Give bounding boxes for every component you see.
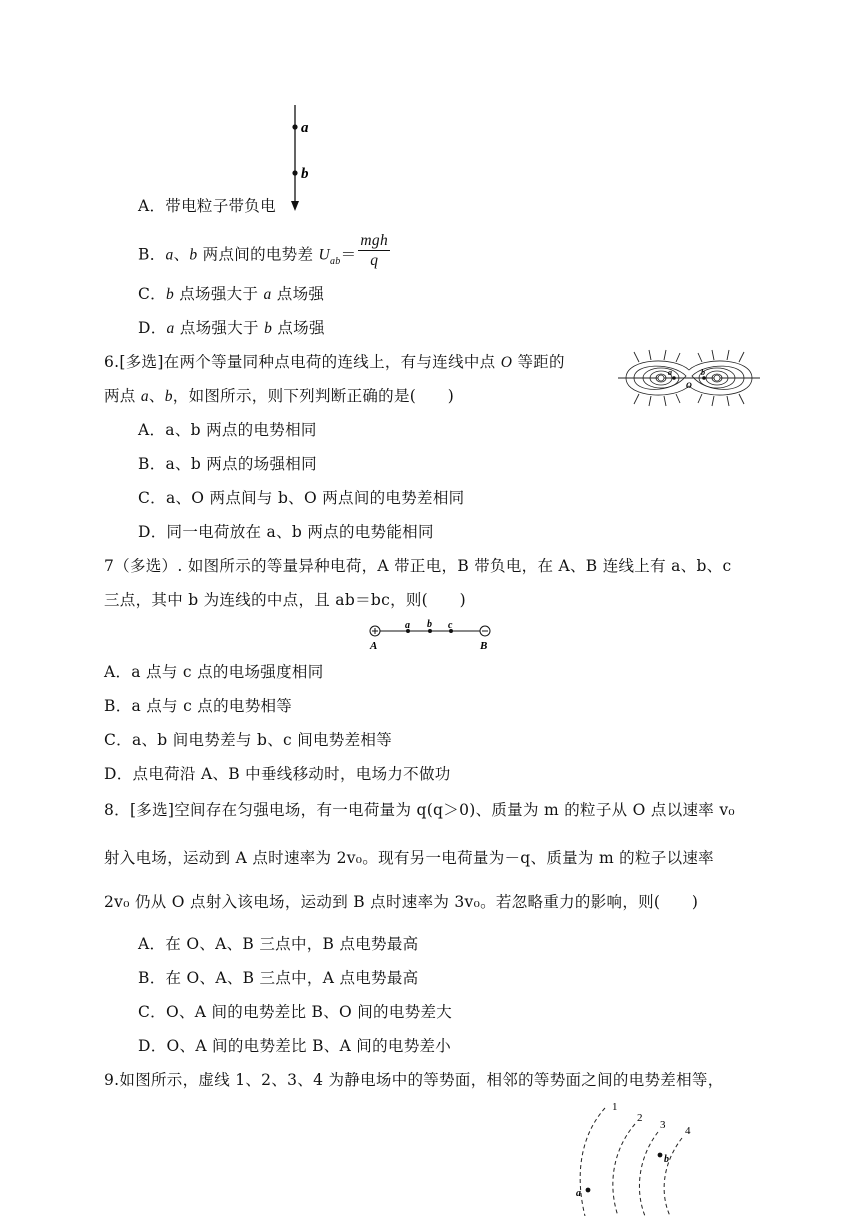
q5-b-denominator: q: [370, 252, 379, 269]
q5-b-sub: ab: [330, 255, 341, 267]
q6-line2-a: a: [140, 388, 149, 405]
q5-b-a: a: [165, 246, 174, 264]
q6-line2-b: b: [164, 388, 173, 405]
q5-c-text: 点场强大于: [174, 285, 264, 303]
q6-option-a: A．a、b 两点的电势相同: [138, 421, 317, 439]
q9-stem-line1: 9.如图所示，虚线 1、2、3、4 为静电场中的等势面，相邻的等势面之间的电势差相等，: [104, 1071, 724, 1089]
q9-figure: [560, 1096, 720, 1216]
q8-option-a: A．在 O、A、B 三点中，B 点电势最高: [138, 935, 419, 953]
q5-b-sep: 、: [173, 245, 190, 264]
q6-line1-o: O: [500, 354, 513, 371]
q9-label-3: 3: [660, 1119, 666, 1131]
q7-option-b: B．a 点与 c 点的电势相等: [104, 697, 293, 715]
q7-fig-c: c: [448, 620, 453, 631]
label-b: b: [301, 166, 309, 182]
q7-stem-line2: 三点，其中 b 为连线的中点，且 ab＝bc，则( ): [104, 591, 466, 609]
q5-c-end: 点场强: [271, 285, 325, 303]
q8-option-b: B．在 O、A、B 三点中，A 点电势最高: [138, 969, 419, 987]
q5-d-text: 点场强大于: [174, 319, 265, 337]
q6-fig-label-b: b: [701, 368, 705, 377]
q6-option-d: D．同一电荷放在 a、b 两点的电势能相同: [138, 523, 434, 541]
q5-option-d: [138, 318, 325, 339]
q5-b-prefix: B．: [138, 245, 166, 264]
q6-line2-pre: 两点: [104, 387, 141, 405]
label-a: a: [301, 120, 309, 136]
q5-c-a: a: [263, 286, 272, 303]
q5-d-a: a: [166, 320, 175, 337]
q5-d-end: 点场强: [272, 319, 325, 337]
q8-stem-line1: 8．[多选]空间存在匀强电场，有一电荷量为 q(q＞0)、质量为 m 的粒子从 O 点以速率 v₀: [104, 801, 735, 819]
q5-d-b: b: [264, 320, 273, 337]
q5-b-u: U: [318, 246, 330, 264]
q8-stem-line2: 射入电场，运动到 A 点时速率为 2v₀。现有另一电荷量为－q、质量为 m 的粒子以速率: [104, 849, 714, 867]
q7-fig-a: a: [405, 620, 410, 631]
q6-line1-pre: 6.[多选]在两个等量同种点电荷的连线上，有与连线中点: [104, 353, 501, 371]
q7-option-c: C．a、b 间电势差与 b、c 间电势差相等: [104, 731, 393, 749]
q5-b-eq: ＝: [340, 245, 357, 264]
q6-line2-post: ，如图所示，则下列判断正确的是( ): [172, 387, 455, 405]
q9-label-1: 1: [612, 1101, 618, 1113]
arrow-head-icon: [291, 201, 299, 211]
q9-label-b: b: [664, 1154, 669, 1165]
q5-b-b: b: [189, 246, 198, 264]
point-b: [292, 170, 297, 175]
q6-stem-line1: [104, 352, 565, 373]
q5-b-fraction: [358, 232, 390, 271]
q6-figure: [614, 348, 764, 408]
q5-d-prefix: D．: [138, 319, 167, 337]
q7-fig-b: b: [427, 619, 432, 630]
q7-fig-B: B: [480, 640, 488, 652]
q9-label-a: a: [576, 1188, 581, 1199]
q5-option-a: A．带电粒子带负电: [138, 197, 276, 215]
q5-b-text: 两点间的电势差: [197, 245, 319, 264]
q7-fig-A: A: [370, 640, 378, 652]
q6-stem-line2: [104, 386, 454, 407]
q6-fig-label-o: O: [686, 381, 692, 390]
q5-c-b: b: [165, 286, 175, 303]
q5-option-c: [138, 284, 324, 305]
q7-option-a: A．a 点与 c 点的电场强度相同: [104, 663, 324, 681]
q8-stem-line3: 2v₀ 仍从 O 点射入该电场，运动到 B 点时速率为 3v₀。若忽略重力的影响，则( ): [104, 893, 699, 911]
q7-stem-line1: 7（多选）. 如图所示的等量异种电荷，A 带正电，B 带负电，在 A、B 连线上有 a、b、c: [104, 557, 732, 575]
q8-option-c: C．O、A 间的电势差比 B、O 间的电势差大: [138, 1003, 453, 1021]
q6-line2-sep: 、: [148, 387, 165, 405]
q6-fig-label-a: a: [668, 368, 672, 377]
q5-b-numerator: mgh: [360, 232, 389, 249]
q5-c-prefix: C．: [138, 285, 166, 303]
q8-option-d: D．O、A 间的电势差比 B、A 间的电势差小: [138, 1037, 452, 1055]
q6-option-b: B．a、b 两点的场强相同: [138, 455, 317, 473]
q9-label-4: 4: [685, 1125, 691, 1137]
q6-line1-post: 等距的: [512, 353, 565, 371]
point-a: [292, 124, 297, 129]
q7-option-d: D．点电荷沿 A、B 中垂线移动时，电场力不做功: [104, 765, 451, 783]
q5-figure: [280, 105, 320, 215]
q7-figure: [365, 620, 495, 654]
q6-option-c: C．a、O 两点间与 b、O 两点间的电势差相同: [138, 489, 465, 507]
q5-option-b: [138, 232, 390, 275]
q9-label-2: 2: [637, 1112, 643, 1124]
